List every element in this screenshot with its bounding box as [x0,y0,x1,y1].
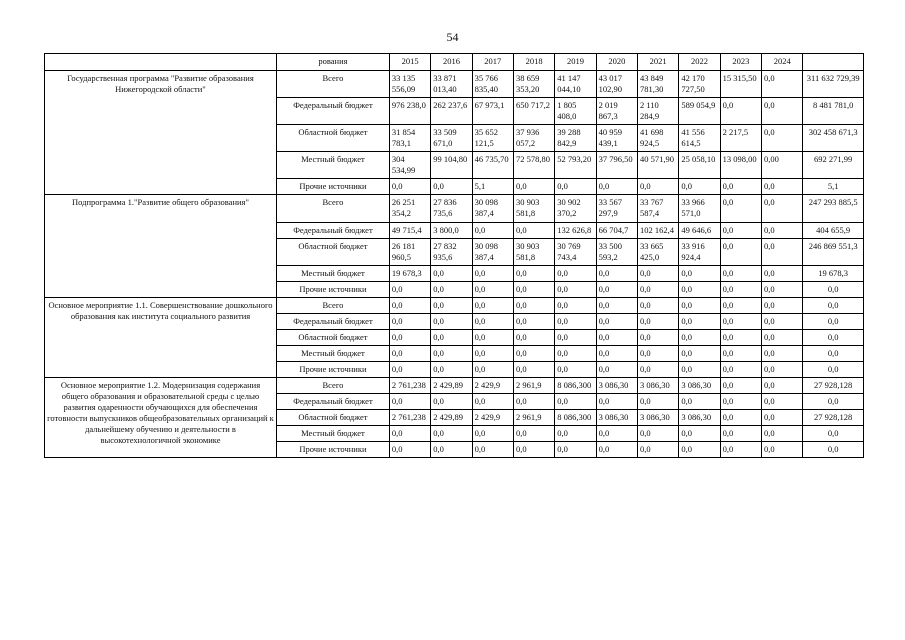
year-value-cell: 0,0 [637,361,678,377]
year-value-cell: 0,0 [472,313,513,329]
year-value-cell: 0,0 [762,238,803,265]
year-value-cell: 0,0 [762,313,803,329]
table-row [45,71,864,98]
year-value-cell: 0,0 [389,329,430,345]
year-value-cell: 0,0 [679,394,720,410]
funding-source-cell: Местный бюджет [276,152,389,179]
year-value-cell: 46 735,70 [472,152,513,179]
year-value-cell: 0,0 [555,345,596,361]
year-value-cell: 41 147 044,10 [555,71,596,98]
year-value-cell: 0,0 [762,297,803,313]
year-value-cell: 0,0 [762,265,803,281]
year-value-cell: 33 916 924,4 [679,238,720,265]
year-value-cell: 0,0 [513,442,554,458]
total-value-cell: 0,0 [803,394,864,410]
year-value-cell: 0,0 [389,394,430,410]
year-value-cell: 0,0 [637,297,678,313]
year-value-cell: 0,0 [720,179,761,195]
year-value-cell: 0,0 [389,345,430,361]
year-value-cell: 43 017 102,90 [596,71,637,98]
year-value-cell: 67 973,1 [472,98,513,125]
total-value-cell: 5,1 [803,179,864,195]
year-value-cell: 0,0 [637,426,678,442]
header-year-cell: 2021 [637,54,678,71]
total-value-cell: 19 678,3 [803,265,864,281]
year-value-cell: 0,0 [720,442,761,458]
year-value-cell: 2 429,89 [431,377,472,393]
year-value-cell: 0,0 [720,345,761,361]
year-value-cell: 0,0 [431,281,472,297]
budget-table [44,53,864,458]
year-value-cell: 41 698 924,5 [637,125,678,152]
year-value-cell: 0,0 [679,442,720,458]
year-value-cell: 0,0 [431,345,472,361]
year-value-cell: 33 966 571,0 [679,195,720,222]
year-value-cell: 0,0 [720,410,761,426]
year-value-cell: 650 717,2 [513,98,554,125]
year-value-cell: 39 288 842,9 [555,125,596,152]
year-value-cell: 0,0 [431,297,472,313]
year-value-cell: 0,0 [555,442,596,458]
year-value-cell: 30 902 370,2 [555,195,596,222]
year-value-cell: 0,0 [472,329,513,345]
year-value-cell: 0,0 [720,394,761,410]
year-value-cell: 0,0 [431,426,472,442]
year-value-cell: 0,0 [596,345,637,361]
year-value-cell: 0,0 [720,238,761,265]
year-value-cell: 0,0 [679,281,720,297]
program-name-cell: Основное мероприятие 1.1. Совершенствование дошкольного образования как института социального развития [45,297,277,377]
year-value-cell: 262 237,6 [431,98,472,125]
year-value-cell: 304 534,99 [389,152,430,179]
year-value-cell: 0,0 [513,297,554,313]
header-year-cell: 2020 [596,54,637,71]
total-value-cell: 8 481 781,0 [803,98,864,125]
year-value-cell: 0,0 [555,281,596,297]
funding-source-cell: Областной бюджет [276,329,389,345]
year-value-cell: 0,0 [431,179,472,195]
year-value-cell: 0,0 [679,361,720,377]
year-value-cell: 0,0 [513,222,554,238]
year-value-cell: 2 019 867,3 [596,98,637,125]
year-value-cell: 49 646,6 [679,222,720,238]
year-value-cell: 3 800,0 [431,222,472,238]
year-value-cell: 0,0 [762,345,803,361]
year-value-cell: 0,0 [720,313,761,329]
year-value-cell: 1 805 408,0 [555,98,596,125]
year-value-cell: 132 626,8 [555,222,596,238]
funding-source-cell: Федеральный бюджет [276,313,389,329]
year-value-cell: 99 104,80 [431,152,472,179]
total-value-cell: 0,0 [803,361,864,377]
year-value-cell: 26 251 354,2 [389,195,430,222]
year-value-cell: 41 556 614,5 [679,125,720,152]
year-value-cell: 0,0 [389,361,430,377]
year-value-cell: 0,0 [762,361,803,377]
year-value-cell: 102 162,4 [637,222,678,238]
year-value-cell: 0,0 [762,195,803,222]
year-value-cell: 0,0 [389,313,430,329]
header-label-cell: рования [276,54,389,71]
funding-source-cell: Всего [276,377,389,393]
year-value-cell: 2 961,9 [513,410,554,426]
year-value-cell: 0,0 [431,329,472,345]
year-value-cell: 27 836 735,6 [431,195,472,222]
funding-source-cell: Всего [276,71,389,98]
year-value-cell: 15 315,50 [720,71,761,98]
funding-source-cell: Федеральный бюджет [276,222,389,238]
year-value-cell: 72 578,80 [513,152,554,179]
year-value-cell: 0,0 [637,179,678,195]
funding-source-cell: Федеральный бюджет [276,98,389,125]
year-value-cell: 30 903 581,8 [513,238,554,265]
header-year-cell: 2023 [720,54,761,71]
total-value-cell: 27 928,128 [803,410,864,426]
year-value-cell: 0,0 [720,426,761,442]
year-value-cell: 976 238,0 [389,98,430,125]
year-value-cell: 0,0 [555,313,596,329]
year-value-cell: 0,0 [762,426,803,442]
year-value-cell: 0,0 [637,313,678,329]
year-value-cell: 0,0 [431,394,472,410]
year-value-cell: 0,0 [720,361,761,377]
year-value-cell: 66 704,7 [596,222,637,238]
funding-source-cell: Областной бюджет [276,238,389,265]
total-value-cell: 0,0 [803,313,864,329]
funding-source-cell: Прочие источники [276,179,389,195]
year-value-cell: 3 086,30 [596,410,637,426]
year-value-cell: 33 665 425,0 [637,238,678,265]
year-value-cell: 0,0 [720,222,761,238]
year-value-cell: 33 509 671,0 [431,125,472,152]
table-row [45,297,864,313]
year-value-cell: 37 936 057,2 [513,125,554,152]
funding-source-cell: Всего [276,297,389,313]
year-value-cell: 0,0 [720,265,761,281]
total-value-cell: 692 271,99 [803,152,864,179]
year-value-cell: 0,0 [637,281,678,297]
total-value-cell: 0,0 [803,426,864,442]
total-value-cell: 0,0 [803,297,864,313]
year-value-cell: 2 429,9 [472,410,513,426]
year-value-cell: 2 429,89 [431,410,472,426]
year-value-cell: 0,0 [720,377,761,393]
year-value-cell: 0,0 [762,98,803,125]
year-value-cell: 3 086,30 [637,410,678,426]
year-value-cell: 0,0 [472,265,513,281]
page-number: 54 [446,30,459,44]
year-value-cell: 33 871 013,40 [431,71,472,98]
year-value-cell: 0,0 [555,361,596,377]
year-value-cell: 0,0 [431,313,472,329]
year-value-cell: 0,0 [762,410,803,426]
header-year-cell: 2018 [513,54,554,71]
year-value-cell: 0,0 [637,329,678,345]
year-value-cell: 35 766 835,40 [472,71,513,98]
year-value-cell: 589 054,9 [679,98,720,125]
year-value-cell: 40 571,90 [637,152,678,179]
year-value-cell: 0,0 [555,329,596,345]
year-value-cell: 0,0 [596,281,637,297]
header-year-cell: 2015 [389,54,430,71]
year-value-cell: 0,0 [637,442,678,458]
year-value-cell: 0,0 [431,361,472,377]
year-value-cell: 3 086,30 [637,377,678,393]
funding-source-cell: Федеральный бюджет [276,394,389,410]
header-total-cell [803,54,864,71]
year-value-cell: 0,0 [679,265,720,281]
year-value-cell: 33 567 297,9 [596,195,637,222]
year-value-cell: 25 058,10 [679,152,720,179]
year-value-cell: 31 854 783,1 [389,125,430,152]
total-value-cell: 311 632 729,39 [803,71,864,98]
year-value-cell: 27 832 935,6 [431,238,472,265]
header-year-cell: 2016 [431,54,472,71]
header-year-cell: 2024 [762,54,803,71]
header-year-cell: 2019 [555,54,596,71]
year-value-cell: 19 678,3 [389,265,430,281]
funding-source-cell: Местный бюджет [276,265,389,281]
year-value-cell: 0,0 [513,345,554,361]
year-value-cell: 3 086,30 [679,377,720,393]
year-value-cell: 2 761,238 [389,410,430,426]
year-value-cell: 0,0 [762,377,803,393]
total-value-cell: 27 928,128 [803,377,864,393]
program-name-cell: Основное мероприятие 1.2. Модернизация содержания общего образования и образовательной среды с целью развития одаренности обучающихся для обеспечения готовности выпускников общеобразовательных организаций к дальнейшему обучению и деятельности в высокотехнологичной экономике [45,377,277,457]
year-value-cell: 0,0 [762,125,803,152]
year-value-cell: 0,0 [555,265,596,281]
year-value-cell: 0,0 [637,345,678,361]
year-value-cell: 35 652 121,5 [472,125,513,152]
year-value-cell: 0,0 [472,426,513,442]
year-value-cell: 0,0 [637,394,678,410]
year-value-cell: 0,0 [596,361,637,377]
program-name-cell: Подпрограмма 1."Развитие общего образования" [45,195,277,297]
year-value-cell: 8 086,300 [555,377,596,393]
year-value-cell: 0,0 [720,98,761,125]
year-value-cell: 0,0 [513,394,554,410]
year-value-cell: 0,0 [679,297,720,313]
year-value-cell: 0,0 [762,222,803,238]
year-value-cell: 40 959 439,1 [596,125,637,152]
year-value-cell: 0,0 [472,361,513,377]
year-value-cell: 0,0 [762,442,803,458]
year-value-cell: 0,0 [596,394,637,410]
year-value-cell: 52 793,20 [555,152,596,179]
year-value-cell: 0,0 [596,297,637,313]
header-name-cell [45,54,277,71]
year-value-cell: 33 767 587,4 [637,195,678,222]
year-value-cell: 13 098,00 [720,152,761,179]
year-value-cell: 0,0 [679,179,720,195]
year-value-cell: 0,0 [720,281,761,297]
year-value-cell: 0,0 [720,329,761,345]
year-value-cell: 0,0 [513,313,554,329]
year-value-cell: 0,0 [762,329,803,345]
total-value-cell: 404 655,9 [803,222,864,238]
funding-source-cell: Областной бюджет [276,410,389,426]
year-value-cell: 0,0 [679,426,720,442]
year-value-cell: 0,0 [389,297,430,313]
year-value-cell: 0,0 [762,394,803,410]
year-value-cell: 0,00 [762,152,803,179]
year-value-cell: 0,0 [513,179,554,195]
funding-source-cell: Местный бюджет [276,345,389,361]
year-value-cell: 33 500 593,2 [596,238,637,265]
total-value-cell: 302 458 671,3 [803,125,864,152]
year-value-cell: 0,0 [431,442,472,458]
year-value-cell: 0,0 [555,297,596,313]
year-value-cell: 0,0 [762,179,803,195]
year-value-cell: 0,0 [720,297,761,313]
year-value-cell: 30 903 581,8 [513,195,554,222]
year-value-cell: 42 170 727,50 [679,71,720,98]
year-value-cell: 0,0 [596,442,637,458]
year-value-cell: 0,0 [555,394,596,410]
year-value-cell: 0,0 [513,361,554,377]
year-value-cell: 3 086,30 [596,377,637,393]
year-value-cell: 8 086,300 [555,410,596,426]
year-value-cell: 0,0 [596,426,637,442]
year-value-cell: 37 796,50 [596,152,637,179]
funding-source-cell: Прочие источники [276,281,389,297]
funding-source-cell: Прочие источники [276,442,389,458]
year-value-cell: 0,0 [762,71,803,98]
table-header-row [45,54,864,71]
year-value-cell: 2 110 284,9 [637,98,678,125]
year-value-cell: 0,0 [472,394,513,410]
year-value-cell: 2 217,5 [720,125,761,152]
funding-source-cell: Областной бюджет [276,125,389,152]
year-value-cell: 49 715,4 [389,222,430,238]
year-value-cell: 38 659 353,20 [513,71,554,98]
total-value-cell: 0,0 [803,345,864,361]
year-value-cell: 0,0 [720,195,761,222]
year-value-cell: 0,0 [472,281,513,297]
total-value-cell: 247 293 885,5 [803,195,864,222]
year-value-cell: 0,0 [472,345,513,361]
header-year-cell: 2022 [679,54,720,71]
funding-source-cell: Всего [276,195,389,222]
year-value-cell: 0,0 [762,281,803,297]
year-value-cell: 0,0 [513,329,554,345]
year-value-cell: 0,0 [637,265,678,281]
year-value-cell: 0,0 [679,345,720,361]
year-value-cell: 0,0 [555,179,596,195]
year-value-cell: 2 961,9 [513,377,554,393]
year-value-cell: 0,0 [679,329,720,345]
year-value-cell: 0,0 [472,442,513,458]
year-value-cell: 0,0 [431,265,472,281]
year-value-cell: 0,0 [472,297,513,313]
total-value-cell: 246 869 551,3 [803,238,864,265]
year-value-cell: 2 429,9 [472,377,513,393]
year-value-cell: 0,0 [389,442,430,458]
year-value-cell: 0,0 [472,222,513,238]
year-value-cell: 0,0 [389,426,430,442]
table-row [45,195,864,222]
total-value-cell: 0,0 [803,442,864,458]
year-value-cell: 0,0 [389,179,430,195]
year-value-cell: 30 098 387,4 [472,238,513,265]
header-year-cell: 2017 [472,54,513,71]
total-value-cell: 0,0 [803,281,864,297]
year-value-cell: 0,0 [513,265,554,281]
year-value-cell: 0,0 [596,265,637,281]
year-value-cell: 26 181 960,5 [389,238,430,265]
year-value-cell: 0,0 [513,281,554,297]
year-value-cell: 0,0 [596,179,637,195]
year-value-cell: 0,0 [555,426,596,442]
year-value-cell: 0,0 [389,281,430,297]
year-value-cell: 0,0 [679,313,720,329]
total-value-cell: 0,0 [803,329,864,345]
year-value-cell: 30 769 743,4 [555,238,596,265]
year-value-cell: 0,0 [596,329,637,345]
year-value-cell: 3 086,30 [679,410,720,426]
year-value-cell: 30 098 387,4 [472,195,513,222]
table-row [45,377,864,393]
year-value-cell: 33 135 556,09 [389,71,430,98]
year-value-cell: 0,0 [596,313,637,329]
year-value-cell: 0,0 [513,426,554,442]
program-name-cell: Государственная программа "Развитие образования Нижегородской области" [45,71,277,195]
year-value-cell: 2 761,238 [389,377,430,393]
year-value-cell: 43 849 781,30 [637,71,678,98]
funding-source-cell: Прочие источники [276,361,389,377]
year-value-cell: 5,1 [472,179,513,195]
funding-source-cell: Местный бюджет [276,426,389,442]
